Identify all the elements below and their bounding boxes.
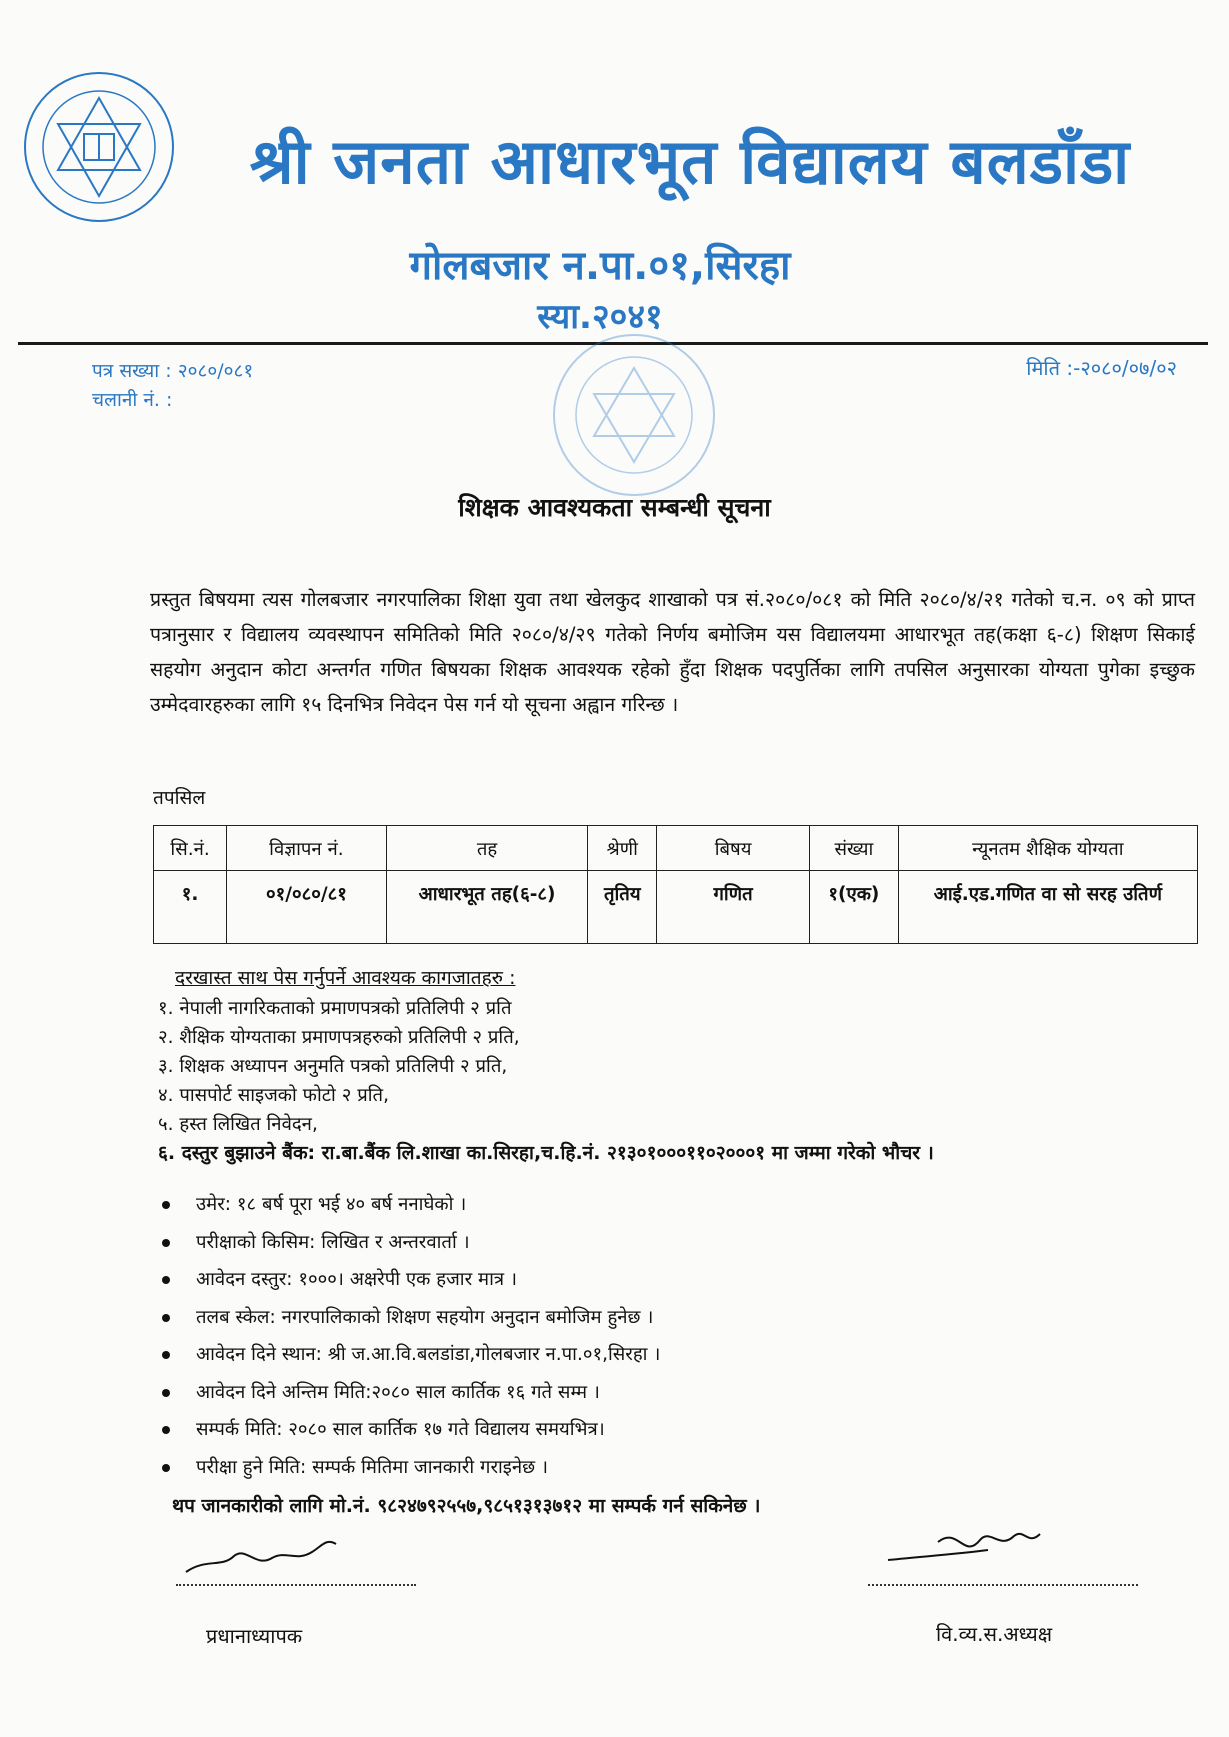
list-item: २. शैक्षिक योग्यताका प्रमाणपत्रहरुको प्रतिलिपी २ प्रति, — [158, 1027, 520, 1048]
notice-heading: शिक्षक आवश्यकता सम्बन्धी सूचना — [458, 493, 771, 522]
condition-text: परीक्षाको किसिम: लिखित र अन्तरवार्ता । — [196, 1231, 470, 1253]
col-header-level: तह — [386, 826, 588, 871]
table-row — [154, 871, 1198, 944]
bullet-icon — [162, 1426, 170, 1434]
chairperson-title: वि.व्य.स.अध्यक्ष — [936, 1622, 1053, 1646]
bullet-icon — [162, 1239, 170, 1247]
handwritten-signature — [176, 1528, 376, 1584]
list-item: ६. दस्तुर बुझाउने बैंक: रा.बा.बैंक लि.शाखा का.सिरहा,च.हि.नं. २१३०१०००११०२०००१ मा जम्मा गरेको भौचर । — [158, 1142, 934, 1164]
letter-date: मिति :-२०८०/०७/०२ — [1026, 356, 1177, 380]
handwritten-signature — [868, 1520, 1108, 1584]
condition-text: उमेर: १८ बर्ष पूरा भई ४० बर्ष ननाघेको । — [196, 1194, 467, 1215]
list-item — [162, 1411, 1162, 1449]
bullet-icon — [162, 1464, 170, 1472]
established-year: स्या.२०४१ — [537, 297, 663, 337]
list-item — [162, 1186, 1162, 1224]
col-header-grade: श्रेणी — [588, 826, 657, 871]
cell-qualification: आई.एड.गणित वा सो सरह उतिर्ण — [898, 871, 1197, 944]
list-item — [162, 1224, 1162, 1262]
bullet-icon — [162, 1276, 170, 1284]
list-item — [162, 1374, 1162, 1412]
list-item: ५. हस्त लिखित निवेदन, — [158, 1114, 318, 1135]
list-item — [162, 1299, 1162, 1337]
cell-grade: तृतिय — [588, 871, 657, 944]
signature-line — [176, 1584, 416, 1586]
table-header-row — [154, 826, 1198, 871]
list-item: ३. शिक्षक अध्यापन अनुमति पत्रको प्रतिलिपी २ प्रति, — [158, 1056, 508, 1077]
conditions-list — [162, 1186, 1162, 1486]
details-label: तपसिल — [153, 787, 206, 809]
bullet-icon — [162, 1351, 170, 1359]
col-header-ad-no: विज्ञापन नं. — [227, 826, 387, 871]
list-item: १. नेपाली नागरिकताको प्रमाणपत्रको प्रतिलिपी २ प्रति — [158, 998, 512, 1019]
list-item — [162, 1261, 1162, 1299]
col-header-subject: बिषय — [657, 826, 810, 871]
letter-number: पत्र सख्या : २०८०/०८१ — [92, 360, 254, 382]
bullet-icon — [162, 1201, 170, 1209]
signature-line — [868, 1584, 1138, 1586]
cell-ad-no: ०१/०८०/८१ — [227, 871, 387, 944]
cell-subject: गणित — [657, 871, 810, 944]
col-header-count: संख्या — [810, 826, 899, 871]
school-address: गोलबजार न.पा.०१,सिरहा — [409, 243, 791, 289]
list-item — [162, 1449, 1162, 1487]
condition-text: आवेदन दस्तुर: १०००। अक्षरेपी एक हजार मात्र । — [196, 1269, 517, 1290]
bullet-icon — [162, 1314, 170, 1322]
school-seal-logo — [22, 70, 177, 225]
bullet-icon — [162, 1389, 170, 1397]
dispatch-number: चलानी नं. : — [92, 389, 173, 411]
notice-body: प्रस्तुत बिषयमा त्यस गोलबजार नगरपालिका शिक्षा युवा तथा खेलकुद शाखाको पत्र सं.२०८०/०८१ को मिति २०८०/४/२१ गतेको च.न. ०९ को प्राप्त पत्रानुसार र विद्यालय व्यवस्थापन समितिको मिति २०८०/४/२९ गतेको निर्णय बमोजिम यस विद्यालयमा आधारभूत तह(कक्षा ६-८) शिक्षण सिकाई सहयोग अनुदान कोटा अन्तर्गत गणित बिषयका शिक्षक आवश्यक रहेको हुँदा शिक्षक पदपुर्तिका लागि तपसिल अनुसारका योग्यता पुगेका इच्छुक उम्मेदवारहरुका लागि १५ दिनभित्र निवेदन पेस गर्न यो सूचना अह्वान गरिन्छ । — [150, 588, 1195, 716]
contact-info: थप जानकारीको लागि मो.नं. ९८२४७९२५५७,९८५१३१३७१२ मा सम्पर्क गर्न सकिनेछ । — [172, 1495, 761, 1517]
condition-text: सम्पर्क मिति: २०८० साल कार्तिक १७ गते विद्यालय समयभित्र। — [196, 1419, 605, 1440]
condition-text: आवेदन दिने स्थान: श्री ज.आ.वि.बलडांडा,गोलबजार न.पा.०१,सिरहा । — [196, 1344, 661, 1365]
documents-heading: दरखास्त साथ पेस गर्नुपर्ने आवश्यक कागजातहरु : — [175, 967, 516, 989]
official-stamp — [548, 330, 720, 500]
col-header-serial: सि.नं. — [154, 826, 227, 871]
cell-serial: १. — [154, 871, 227, 944]
headteacher-title: प्रधानाध्यापक — [206, 1624, 303, 1648]
cell-count: १(एक) — [810, 871, 899, 944]
condition-text: आवेदन दिने अन्तिम मिति:२०८० साल कार्तिक १६ गते सम्म । — [196, 1381, 600, 1403]
documents-list — [158, 994, 1208, 1168]
headteacher-signature-block — [176, 1528, 436, 1658]
condition-text: तलब स्केल: नगरपालिकाको शिक्षण सहयोग अनुदान बमोजिम हुनेछ । — [196, 1306, 654, 1328]
chairperson-signature-block — [868, 1520, 1148, 1660]
list-item: ४. पासपोर्ट साइजको फोटो २ प्रति, — [158, 1085, 389, 1106]
cell-level: आधारभूत तह(६-८) — [386, 871, 588, 944]
list-item — [162, 1336, 1162, 1374]
school-name: श्री जनता आधारभूत विद्यालय बलडाँडा — [249, 125, 1131, 198]
col-header-qualification: न्यूनतम शैक्षिक योग्यता — [898, 826, 1197, 871]
vacancy-table — [153, 825, 1198, 944]
condition-text: परीक्षा हुने मिति: सम्पर्क मितिमा जानकारी गराइनेछ । — [196, 1456, 549, 1478]
